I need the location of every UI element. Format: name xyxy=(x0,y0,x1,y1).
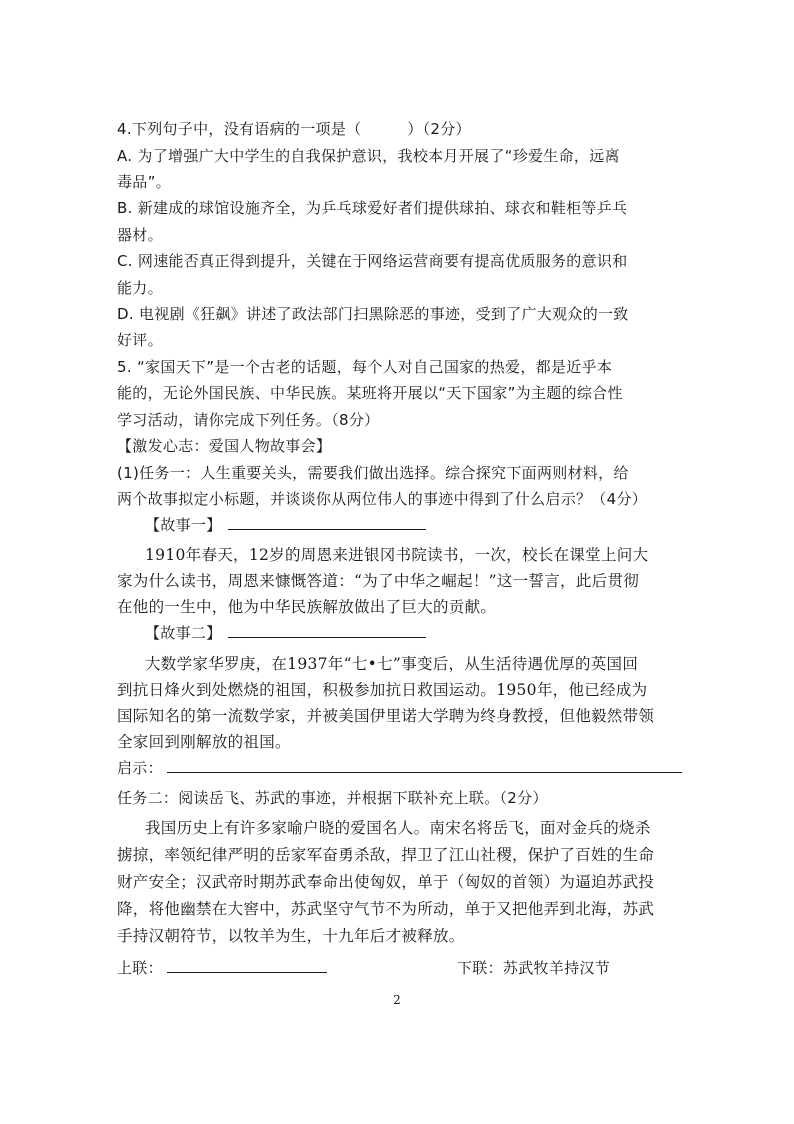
story2-label: 【故事二】 xyxy=(145,624,222,642)
story2-line-4: 全家回到刚解放的祖国。 xyxy=(117,733,291,751)
couplet-row xyxy=(117,958,684,978)
story3-line-4: 降，将他幽禁在大窖中，苏武坚守气节不为所动，单于又把他弄到北海，苏武 xyxy=(117,900,655,918)
story2-title-row xyxy=(145,623,684,643)
q5-intro-1: 5. “家国天下”是一个古老的话题，每个人对自己国家的热爱，都是近乎本 xyxy=(117,358,613,376)
story2-line-3: 国际知名的第一流数学家，并被美国伊里诺大学聘为终身教授，但他毅然带领 xyxy=(117,707,655,725)
shanglian-label: 上联： xyxy=(117,959,163,977)
story2-title-blank[interactable] xyxy=(228,623,426,638)
q5-task1-2: 两个故事拟定小标题，并谈谈你从两位伟人的事迹中得到了什么启示？（4分） xyxy=(117,490,648,508)
story2-line-2: 到抗日烽火到处燃烧的祖国，积极参加抗日救国运动。1950年，他已经成为 xyxy=(117,681,648,699)
q4-option-c: C. 网速能否真正得到提升，关键在于网络运营商要有提高优质服务的意识和 xyxy=(117,252,628,270)
q4-option-b-cont: 器材。 xyxy=(117,226,163,244)
story3-line-5: 手持汉朝符节，以牧羊为生，十九年后才被释放。 xyxy=(117,927,465,945)
q4-option-d-cont: 好评。 xyxy=(117,331,163,349)
q5-section-title: 【激发心志：爱国人物故事会】 xyxy=(117,437,332,455)
q5-intro-2: 能的，无论外国民族、中华民族。某班将开展以“天下国家”为主题的综合性 xyxy=(117,384,623,402)
q5-intro-3: 学习活动，请你完成下列任务。（8分） xyxy=(117,411,380,429)
shanglian-blank[interactable] xyxy=(167,958,327,973)
story1-line-1: 1910年春天，12岁的周恩来进银冈书院读书，一次，校长在课堂上问大 xyxy=(145,546,649,564)
story3-line-3: 财产安全；汉武帝时期苏武奉命出使匈奴，单于（匈奴的首领）为逼迫苏武投 xyxy=(117,873,655,891)
story3-line-1: 我国历史上有许多家喻户晓的爱国名人。南宋名将岳飞，面对金兵的烧杀 xyxy=(145,819,651,837)
story1-title-blank[interactable] xyxy=(228,515,426,530)
qishi-blank[interactable] xyxy=(167,758,682,773)
q5-task2: 任务二：阅读岳飞、苏武的事迹，并根据下联补充上联。（2分） xyxy=(117,789,548,807)
q4-option-d: D. 电视剧《狂飙》讲述了政法部门扫黑除恶的事迹，受到了广大观众的一致 xyxy=(117,305,629,323)
story1-label: 【故事一】 xyxy=(145,516,222,534)
page-number: 2 xyxy=(393,993,401,1007)
q4-option-a: A. 为了增强广大中学生的自我保护意识，我校本月开展了“珍爱生命，远离 xyxy=(117,147,620,165)
qishi-row xyxy=(117,758,684,778)
story2-line-1: 大数学家华罗庚，在1937年“七•七”事变后，从生活待遇优厚的英国回 xyxy=(145,655,639,673)
xialian-text: 下联：苏武牧羊持汉节 xyxy=(457,959,611,977)
story1-line-3: 在他的一生中，他为中华民族解放做出了巨大的贡献。 xyxy=(117,598,497,616)
qishi-label: 启示： xyxy=(117,759,163,777)
q4-stem: 4.下列句子中，没有语病的一项是（ ）（2分） xyxy=(117,120,471,138)
q4-option-c-cont: 能力。 xyxy=(117,279,163,297)
story1-line-2: 家为什么读书，周恩来慷慨答道：“为了中华之崛起！”这一誓言，此后贯彻 xyxy=(117,572,640,590)
q4-option-b: B. 新建成的球馆设施齐全，为乒乓球爱好者们提供球拍、球衣和鞋柜等乒乓 xyxy=(117,199,628,217)
story1-title-row xyxy=(145,515,684,535)
q4-option-a-cont: 毒品”。 xyxy=(117,173,171,191)
q5-task1-1: (1)任务一：人生重要关头，需要我们做出选择。综合探究下面两则材料，给 xyxy=(117,464,629,482)
story3-line-2: 掳掠，率领纪律严明的岳家军奋勇杀敌，捍卫了江山社稷，保护了百姓的生命 xyxy=(117,846,655,864)
